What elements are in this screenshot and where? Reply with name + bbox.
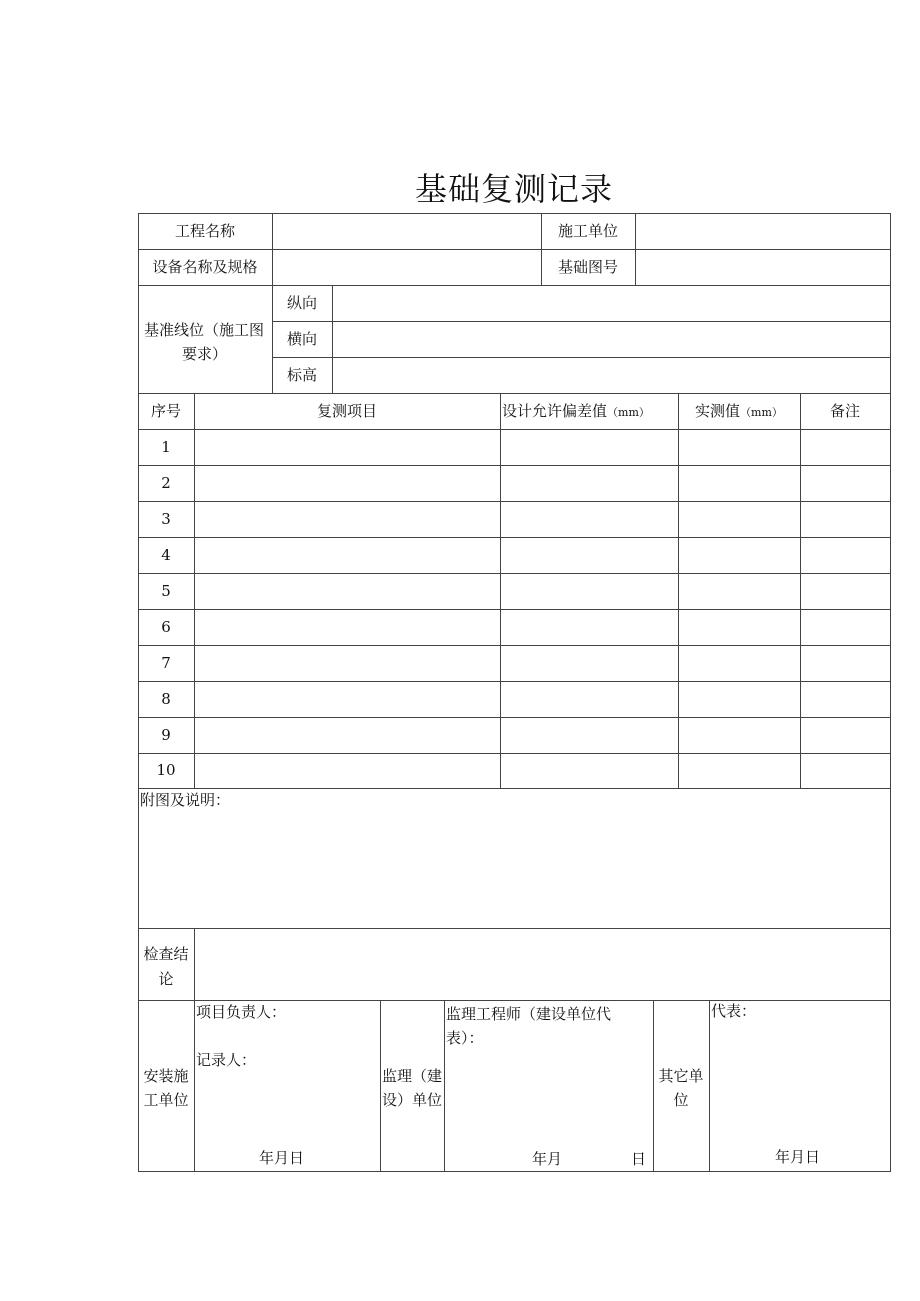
equipment-label: 设备名称及规格 (152, 258, 258, 276)
page-title: 基础复测记录 (414, 170, 613, 208)
other-unit-label: 其它单 (658, 1067, 704, 1085)
project-leader-label: 项目负责人： (196, 1003, 287, 1021)
grid-line (138, 788, 891, 789)
longitudinal-label: 纵向 (287, 294, 318, 312)
grid-line (709, 1000, 710, 1172)
recorder-label: 记录人： (196, 1051, 257, 1069)
grid-line (138, 928, 891, 929)
supervision-date-ym: 年月 (532, 1150, 563, 1168)
datum-label: 基准线位（施工图 (144, 321, 265, 339)
grid-line (800, 393, 801, 788)
row-number: 2 (161, 474, 171, 492)
col-remark-header: 备注 (829, 402, 860, 420)
grid-line (138, 249, 891, 250)
supervision-date-d: 日 (631, 1150, 647, 1168)
col-tolerance-header: 设计允许偏差值（mm） (502, 402, 650, 420)
grid-line (138, 609, 891, 610)
grid-line (138, 645, 891, 646)
grid-line (272, 357, 891, 358)
grid-line (138, 465, 891, 466)
row-number: 4 (161, 546, 171, 564)
row-number: 6 (161, 618, 171, 636)
grid-line (678, 393, 679, 788)
transverse-label: 横向 (287, 330, 318, 348)
supervision-unit-label-cont: 设）单位 (382, 1091, 443, 1109)
grid-line (138, 573, 891, 574)
col-measured-header: 实测值（mm） (695, 402, 783, 420)
grid-line (194, 393, 195, 788)
supervision-unit-label: 监理（建 (382, 1067, 443, 1085)
row-number: 10 (156, 761, 176, 779)
grid-line (138, 753, 891, 754)
engineer-label-cont: 表）： (446, 1029, 484, 1047)
row-number: 9 (161, 726, 171, 744)
engineer-label: 监理工程师（建设单位代 (446, 1005, 612, 1023)
conclusion-label-cont: 论 (158, 970, 174, 988)
grid-line (635, 213, 636, 285)
grid-line (138, 213, 891, 214)
install-unit-label: 安装施 (143, 1067, 189, 1085)
grid-line (380, 1000, 381, 1172)
grid-line (138, 501, 891, 502)
row-number: 1 (161, 438, 171, 456)
row-number: 8 (161, 690, 171, 708)
other-unit-label-cont: 位 (673, 1091, 689, 1109)
col-item-header: 复测项目 (316, 402, 377, 420)
representative-label: 代表： (711, 1002, 757, 1020)
conclusion-label: 检查结 (143, 945, 189, 963)
grid-line (272, 321, 891, 322)
install-unit-label-cont: 工单位 (143, 1091, 189, 1109)
datum-label-cont: 要求） (182, 345, 228, 363)
row-number: 3 (161, 510, 171, 528)
grid-line (194, 928, 195, 1172)
grid-line (138, 681, 891, 682)
grid-line (138, 717, 891, 718)
grid-line (138, 1171, 891, 1172)
grid-line (272, 213, 273, 393)
grid-line (500, 393, 501, 788)
install-date: 年月日 (259, 1149, 305, 1167)
construction-unit-label: 施工单位 (557, 222, 618, 240)
grid-line (138, 393, 891, 394)
grid-line (138, 537, 891, 538)
col-seq-header: 序号 (150, 402, 181, 420)
project-name-label: 工程名称 (174, 222, 235, 240)
grid-line (444, 1000, 445, 1172)
grid-line (890, 213, 891, 1172)
notes-label: 附图及说明： (140, 791, 231, 809)
grid-line (138, 429, 891, 430)
row-number: 5 (161, 582, 171, 600)
row-number: 7 (161, 654, 171, 672)
grid-line (138, 285, 891, 286)
elevation-label: 标高 (287, 366, 318, 384)
other-date: 年月日 (775, 1148, 821, 1166)
grid-line (332, 285, 333, 393)
foundation-drawing-label: 基础图号 (557, 258, 618, 276)
